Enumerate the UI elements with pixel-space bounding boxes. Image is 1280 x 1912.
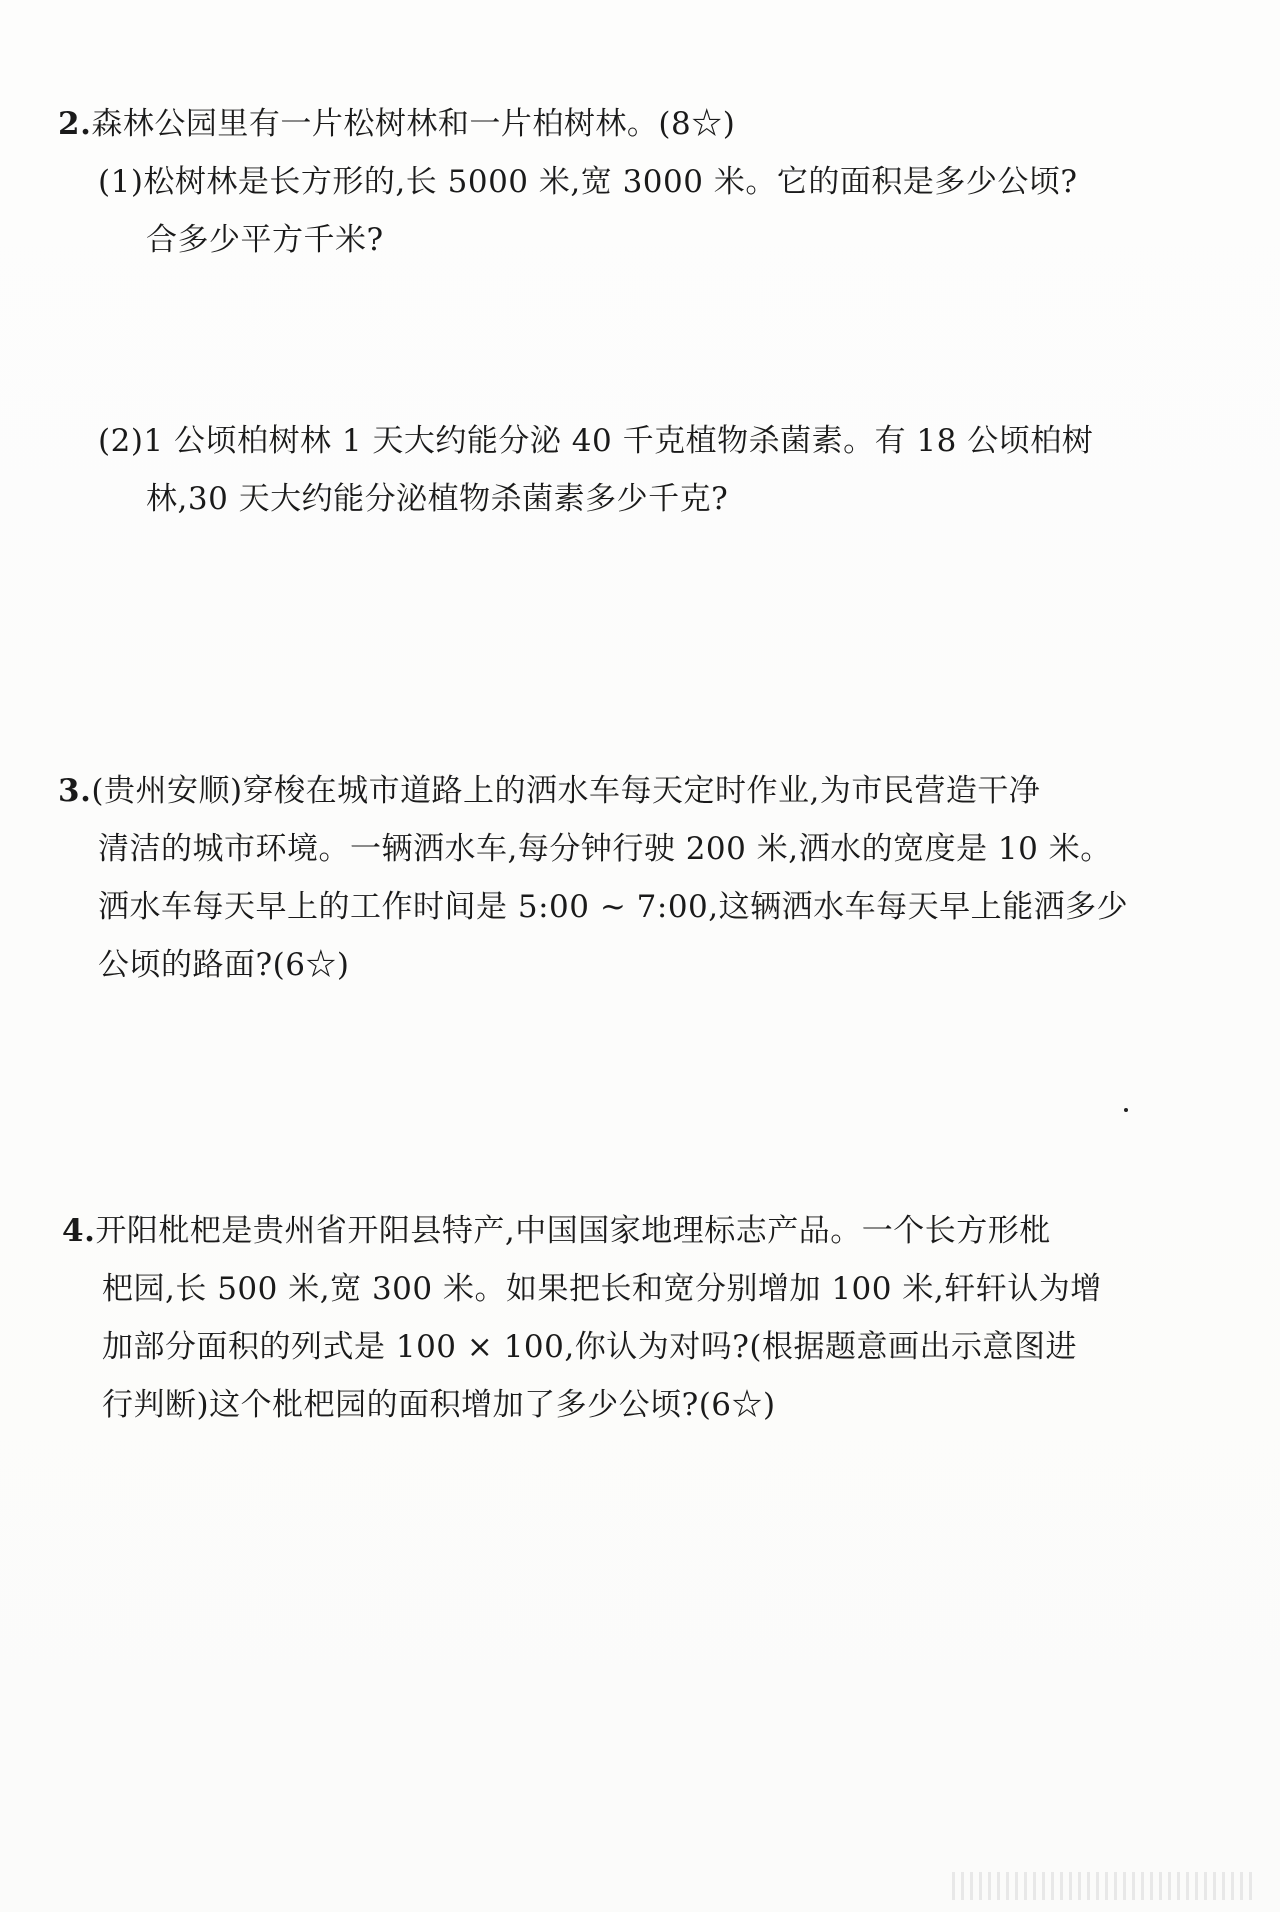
question-4-line2: 杷园,长 500 米,宽 300 米。如果把长和宽分别增加 100 米,轩轩认为增 — [102, 1271, 1102, 1307]
question-4-number: 4. — [62, 1213, 96, 1249]
question-2 — [58, 95, 1077, 269]
question-2-number: 2. — [58, 106, 92, 142]
scan-edge-artifact — [952, 1872, 1252, 1900]
question-3-line1-text: (贵州安顺)穿梭在城市道路上的洒水车每天定时作业,为市民营造干净 — [91, 773, 1041, 809]
question-3-line1 — [58, 762, 1128, 820]
question-2-part1-line1: (1)松树林是长方形的,长 5000 米,宽 3000 米。它的面积是多少公顷? — [98, 164, 1078, 200]
question-4-line1 — [62, 1202, 1102, 1260]
question-3 — [58, 762, 1128, 994]
question-2-part2-line1: (2)1 公顷柏树林 1 天大约能分泌 40 千克植物杀菌素。有 18 公顷柏树 — [98, 423, 1094, 459]
question-2-title: 森林公园里有一片松树林和一片柏树林。(8☆) — [91, 106, 736, 142]
question-3-line4: 公顷的路面?(6☆) — [98, 947, 350, 983]
question-4-line3: 加部分面积的列式是 100 × 100,你认为对吗?(根据题意画出示意图进 — [102, 1329, 1077, 1365]
question-4-line4: 行判断)这个枇杷园的面积增加了多少公顷?(6☆) — [102, 1387, 776, 1423]
question-2-part1-line2: 合多少平方千米? — [146, 222, 384, 258]
question-4-line1-text: 开阳枇杷是贵州省开阳县特产,中国国家地理标志产品。一个长方形枇 — [95, 1213, 1051, 1249]
question-3-number: 3. — [58, 773, 92, 809]
stray-ink-dot — [1124, 1108, 1128, 1112]
question-2-part2-line2: 林,30 天大约能分泌植物杀菌素多少千克? — [146, 481, 729, 517]
question-2-title-line — [58, 95, 1077, 153]
question-4 — [62, 1202, 1102, 1434]
question-3-line3: 洒水车每天早上的工作时间是 5:00 ~ 7:00,这辆洒水车每天早上能洒多少 — [98, 889, 1129, 925]
question-2-part2 — [58, 412, 1093, 528]
question-3-line2: 清洁的城市环境。一辆洒水车,每分钟行驶 200 米,洒水的宽度是 10 米。 — [98, 831, 1112, 867]
